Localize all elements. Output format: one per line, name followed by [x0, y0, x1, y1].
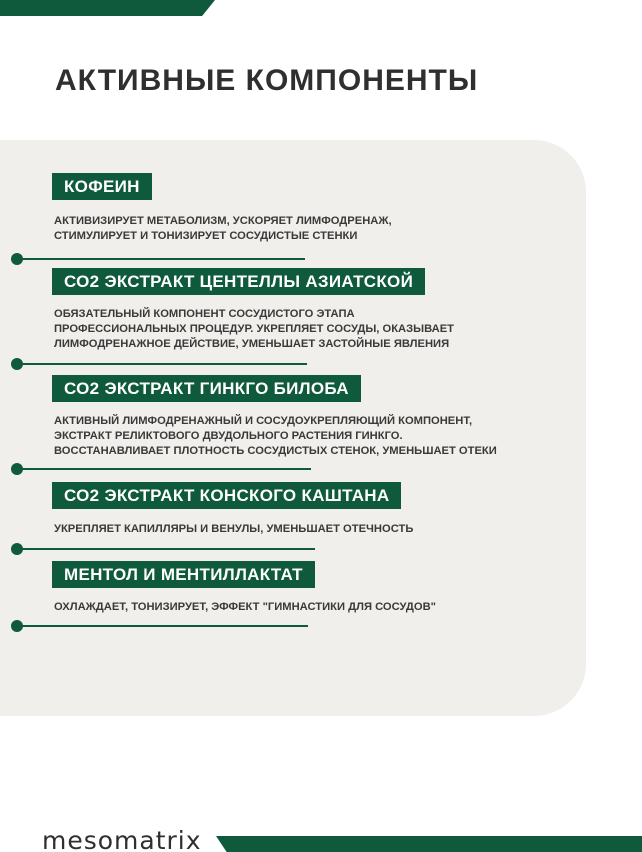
component-description-menthol: ОХЛАЖДАЕТ, ТОНИЗИРУЕТ, ЭФФЕКТ "ГИМНАСТИКИ ДЛЯ СОСУДОВ": [54, 601, 436, 613]
component-label-ginkgo: СО2 ЭКСТРАКТ ГИНКГО БИЛОБА: [52, 375, 361, 402]
bullet-dot-icon: [11, 253, 23, 265]
component-label-horse-chestnut: СО2 ЭКСТРАКТ КОНСКОГО КАШТАНА: [52, 482, 401, 509]
component-label-caffeine: КОФЕИН: [52, 173, 152, 200]
component-description-horse-chestnut: УКРЕПЛЯЕТ КАПИЛЛЯРЫ И ВЕНУЛЫ, УМЕНЬШАЕТ ОТЕЧНОСТЬ: [54, 523, 414, 535]
top-accent-bar: [0, 0, 215, 16]
component-label-centella: СО2 ЭКСТРАКТ ЦЕНТЕЛЛЫ АЗИАТСКОЙ: [52, 268, 425, 295]
bottom-accent-bar: [216, 836, 642, 852]
bullet-dot-icon: [11, 358, 23, 370]
bullet-dot-icon: [11, 543, 23, 555]
divider-line: [15, 468, 311, 470]
divider-line: [15, 625, 308, 627]
page-title: АКТИВНЫЕ КОМПОНЕНТЫ: [55, 64, 479, 97]
component-description-caffeine: АКТИВИЗИРУЕТ МЕТАБОЛИЗМ, УСКОРЯЕТ ЛИМФОДРЕНАЖ, СТИМУЛИРУЕТ И ТОНИЗИРУЕТ СОСУДИСТЫЕ СТЕНКИ: [54, 215, 392, 242]
component-description-centella: ОБЯЗАТЕЛЬНЫЙ КОМПОНЕНТ СОСУДИСТОГО ЭТАПА ПРОФЕССИОНАЛЬНЫХ ПРОЦЕДУР. УКРЕПЛЯЕТ СОСУДЫ, ОКАЗЫВАЕТ ЛИМФОДРЕНАЖНОЕ ДЕЙСТВИЕ, УМЕНЬШАЕТ ЗАСТОЙНЫЕ ЯВЛЕНИЯ: [54, 308, 454, 350]
divider-line: [15, 363, 307, 365]
bullet-dot-icon: [11, 620, 23, 632]
component-description-ginkgo: АКТИВНЫЙ ЛИМФОДРЕНАЖНЫЙ И СОСУДОУКРЕПЛЯЮЩИЙ КОМПОНЕНТ, ЭКСТРАКТ РЕЛИКТОВОГО ДВУДОЛЬНОГО РАСТЕНИЯ ГИНКГО. ВОССТАНАВЛИВАЕТ ПЛОТНОСТЬ СОСУДИСТЫХ СТЕНОК, УМЕНЬШАЕТ ОТЕКИ: [54, 415, 497, 457]
component-label-menthol: МЕНТОЛ И МЕНТИЛЛАКТАТ: [52, 561, 315, 588]
brand-logo: mesomatrix: [42, 826, 202, 852]
divider-line: [15, 548, 315, 550]
divider-line: [15, 258, 305, 260]
bullet-dot-icon: [11, 463, 23, 475]
